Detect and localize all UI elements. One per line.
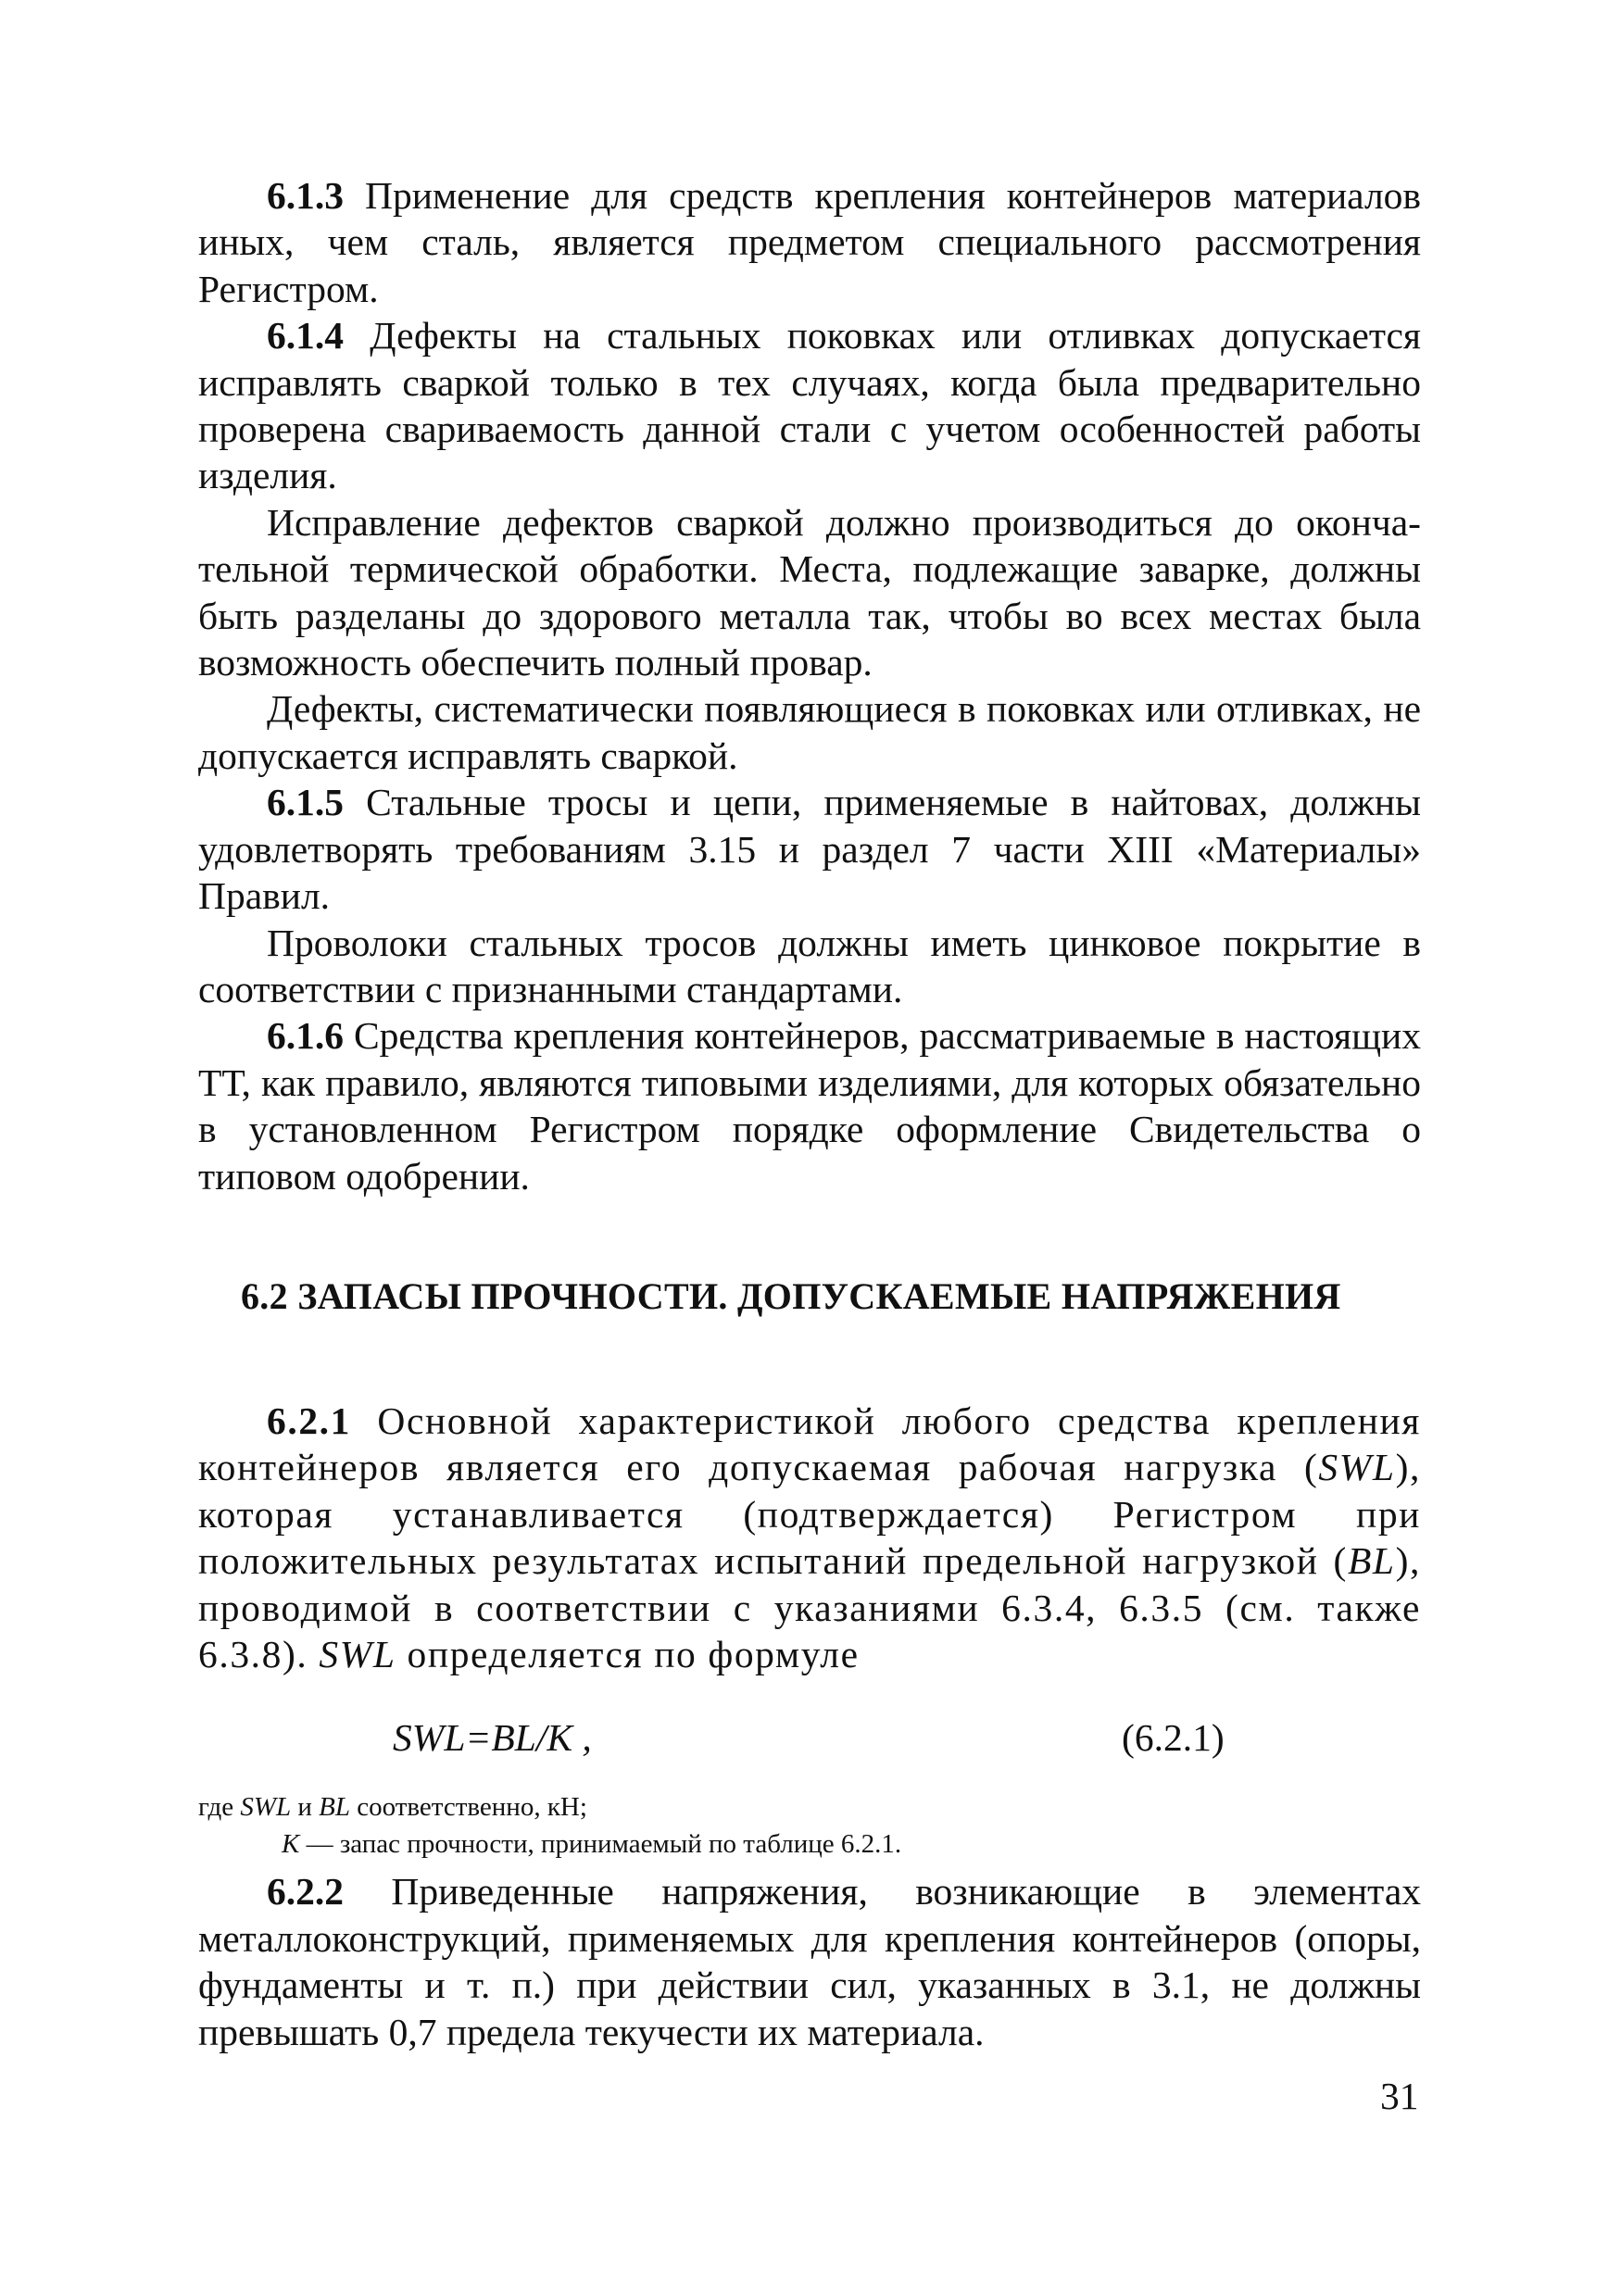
formula-where: где SWL и BL соответственно, кН; bbox=[198, 1792, 587, 1823]
formula-number: (6.2.1) bbox=[1122, 1716, 1225, 1760]
clause-number: 6.1.6 bbox=[267, 1014, 344, 1058]
paragraph-6-2-2: 6.2.2 Приведенные напряжения, возникающие в элементах металлоконструкций, применяемых для крепления контейнеров (опоры, фундаменты и т. п.) при действии сил, указанных в 3.1, не должны превышать 0,7 предела текучести их материала. bbox=[198, 1870, 1421, 2053]
formula-6-2-1 bbox=[198, 1714, 1421, 1761]
paragraph-6-1-3: 6.1.3 Применение для средств крепления контейнеров материалов иных, чем сталь, является предметом специального рассмотрения Регистром. bbox=[198, 174, 1421, 310]
formula-k-definition: K — запас прочности, принимаемый по таблице 6.2.1. bbox=[282, 1829, 902, 1860]
paragraph-6-1-4-defects: Дефекты, систематически появляющиеся в поковках или отливках, не допускается исправлять сваркой. bbox=[198, 687, 1421, 777]
paragraph-6-1-5-wires: Проволоки стальных тросов должны иметь цинковое покрытие в соответствии с признанными стандартами. bbox=[198, 921, 1421, 1010]
clause-number: 6.1.5 bbox=[267, 781, 344, 824]
clause-number: 6.2.1 bbox=[267, 1399, 351, 1442]
page-body bbox=[198, 172, 1421, 2055]
paragraph-6-1-5: 6.1.5 Стальные тросы и цепи, применяемые в найтовах, должны удовлетворять требованиям 3.15 и раздел 7 части XIII «Материалы» Правил. bbox=[198, 781, 1421, 918]
formula-expression: SWL=BL/K , bbox=[393, 1716, 592, 1760]
clause-number: 6.1.3 bbox=[267, 174, 344, 217]
paragraph-6-1-4: 6.1.4 Дефекты на стальных поковках или отливках допускается исправлять сваркой только в тех случаях, когда была предварительно проверена свариваемость данной стали с учетом особенностей работы изделия. bbox=[198, 314, 1421, 497]
page-number: 31 bbox=[1380, 2075, 1419, 2117]
section-heading: 6.2 ЗАПАСЫ ПРОЧНОСТИ. ДОПУСКАЕМЫЕ НАПРЯЖЕНИЯ bbox=[241, 1274, 1341, 1317]
paragraph-6-2-1: 6.2.1 Основной характеристикой любого средства крепления контейнеров является его допускаемая рабочая нагрузка (SWL), которая устанавливается (подтверждается) Регистром при положительных результатах испытаний предельной нагрузкой (BL), проводимой в соответствии с указаниями 6.3.4, 6.3.5 (см. также 6.3.8). SWL определяется по формуле bbox=[198, 1399, 1421, 1675]
clause-number: 6.1.4 bbox=[267, 314, 344, 358]
paragraph-6-1-6: 6.1.6 Средства крепления контейнеров, рассматриваемые в настоящих ТТ, как правило, являются типовыми изделиями, для которых обязательно в установленном Регистром порядке оформление Свидетельства о типовом одобрении. bbox=[198, 1014, 1421, 1198]
paragraph-6-1-4-repair: Исправление дефектов сваркой должно производиться до окончательной термической обработки. Места, подлежащие заварке, должны быть разделаны до здорового металла так, чтобы во всех местах была возможность обеспечить полный провар. bbox=[198, 500, 1421, 684]
clause-number: 6.2.2 bbox=[267, 1870, 344, 1913]
